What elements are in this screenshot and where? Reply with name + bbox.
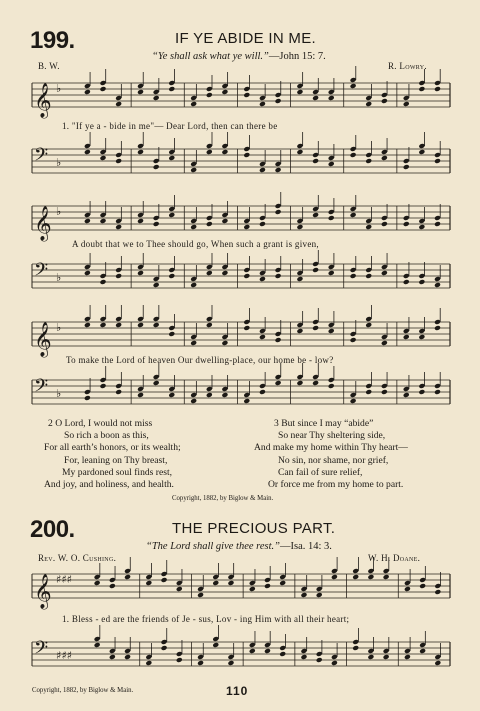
author-credit-200: Rev. W. O. Cushing. (38, 553, 117, 563)
flat-icon: ♭ (56, 82, 62, 95)
note-head (316, 592, 323, 598)
lyric-line-3: To make the Lord of heaven Our dwelling-place, our home be - low? (66, 355, 334, 365)
note-head (312, 380, 319, 386)
note-head (367, 654, 374, 660)
lyric-line-2: A doubt that we to Thee should go, When such a grant is given, (72, 239, 319, 249)
note-head (221, 340, 228, 346)
verse-line: My pardoned soul finds rest, (62, 466, 173, 478)
note-head (206, 270, 213, 276)
note-head (161, 577, 168, 583)
note-head (418, 86, 425, 92)
note-head (403, 101, 410, 107)
note-head (328, 270, 335, 276)
note-head (221, 270, 228, 276)
composer-credit-200: W. H. Doane. (368, 553, 421, 563)
note-head (381, 98, 388, 104)
note-head (365, 158, 372, 164)
note-head (243, 224, 250, 230)
note-head (434, 325, 441, 331)
note-head (365, 101, 372, 107)
note-head (434, 282, 441, 288)
note-head (100, 86, 107, 92)
note-head (109, 583, 116, 589)
note-head (403, 164, 410, 170)
note-head (264, 583, 271, 589)
note-head (168, 155, 175, 161)
note-head (137, 270, 144, 276)
note-head (137, 322, 144, 328)
note-head (100, 322, 107, 328)
note-head (145, 660, 152, 666)
verse-3 (254, 418, 408, 491)
note-head (404, 586, 411, 592)
note-head (153, 164, 160, 170)
sharp-icon: ♯♯♯ (56, 649, 72, 662)
note-head (383, 574, 390, 580)
composer-credit-199: R. Lowry. (388, 61, 427, 71)
note-head (190, 167, 197, 173)
note-head (301, 654, 308, 660)
note-head (243, 152, 250, 158)
note-head (153, 380, 160, 386)
note-head (84, 149, 91, 155)
note-head (94, 580, 101, 586)
verse-line: For all earth’s honors, or its wealth; (44, 442, 181, 454)
note-head (137, 89, 144, 95)
note-head (403, 334, 410, 340)
note-head (212, 580, 219, 586)
note-head (84, 270, 91, 276)
flat-icon: ♭ (56, 271, 62, 284)
note-head (264, 648, 271, 654)
note-head (297, 224, 304, 230)
note-head (275, 98, 282, 104)
note-head (275, 337, 282, 343)
note-head (145, 580, 152, 586)
note-head (404, 654, 411, 660)
note-head (109, 654, 116, 660)
note-head (352, 574, 359, 580)
note-head (168, 331, 175, 337)
note-head (434, 660, 441, 666)
note-head (153, 322, 160, 328)
note-head (124, 654, 131, 660)
treble-staff-hymn-200 (0, 568, 480, 608)
note-head (206, 149, 213, 155)
note-head (259, 389, 266, 395)
note-head (275, 273, 282, 279)
note-head (418, 149, 425, 155)
note-head (350, 273, 357, 279)
note-head (418, 279, 425, 285)
note-head (279, 580, 286, 586)
note-head (403, 279, 410, 285)
note-head (221, 218, 228, 224)
sharp-icon: ♯♯♯ (56, 573, 72, 586)
note-head (297, 328, 304, 334)
bass-staff-system-3 (0, 374, 480, 414)
note-head (197, 592, 204, 598)
note-head (100, 155, 107, 161)
note-head (381, 221, 388, 227)
note-head (328, 383, 335, 389)
note-head (418, 334, 425, 340)
lyric-line-hymn-200: 1. Bless - ed are the friends of Je - sus, Lov - ing Him with all their heart; (62, 614, 350, 624)
note-head (153, 282, 160, 288)
note-head (84, 395, 91, 401)
note-head (259, 276, 266, 282)
verse-line: And make my home within Thy heart— (254, 442, 408, 454)
bass-clef-icon: 𝄢 (34, 260, 49, 285)
hymn-number-199: 199. (30, 27, 75, 54)
note-head (249, 648, 256, 654)
note-head (137, 392, 144, 398)
bass-clef-icon: 𝄢 (34, 376, 49, 401)
note-head (331, 660, 338, 666)
note-head (221, 149, 228, 155)
note-head (434, 158, 441, 164)
verse-line: So rich a boon as this, (64, 430, 149, 442)
note-head (190, 340, 197, 346)
note-head (153, 95, 160, 101)
note-head (279, 651, 286, 657)
note-head (228, 580, 235, 586)
verse-line: And joy, and holiness, and health. (44, 479, 174, 491)
note-head (212, 642, 219, 648)
note-head (115, 322, 122, 328)
note-head (365, 389, 372, 395)
treble-clef-icon: 𝄞 (34, 574, 52, 609)
treble-clef-icon: 𝄞 (34, 206, 52, 241)
flat-icon: ♭ (56, 156, 62, 169)
note-head (168, 392, 175, 398)
note-head (381, 270, 388, 276)
note-head (418, 224, 425, 230)
note-head (328, 328, 335, 334)
bass-clef-icon: 𝄢 (34, 638, 49, 663)
note-head (84, 218, 91, 224)
note-head (168, 273, 175, 279)
note-head (367, 574, 374, 580)
note-head (301, 592, 308, 598)
note-head (275, 209, 282, 215)
note-head (350, 83, 357, 89)
verse-line: For, leaning on Thy breast, (64, 454, 168, 466)
note-head (137, 218, 144, 224)
note-head (100, 218, 107, 224)
note-head (434, 221, 441, 227)
treble-staff-system-3 (0, 316, 480, 356)
note-head (331, 574, 338, 580)
note-head (434, 86, 441, 92)
note-head (84, 322, 91, 328)
note-head (275, 167, 282, 173)
bass-clef-icon: 𝄢 (34, 145, 49, 170)
note-head (190, 224, 197, 230)
note-head (228, 660, 235, 666)
verse-2 (44, 418, 181, 491)
page-number: 110 (226, 684, 249, 698)
note-head (312, 95, 319, 101)
note-head (197, 660, 204, 666)
note-head (365, 322, 372, 328)
note-head (100, 279, 107, 285)
note-head (94, 642, 101, 648)
flat-icon: ♭ (56, 205, 62, 218)
bass-staff-hymn-200 (0, 636, 480, 676)
note-head (84, 89, 91, 95)
note-head (259, 101, 266, 107)
note-head (297, 149, 304, 155)
note-head (434, 589, 441, 595)
note-head (381, 389, 388, 395)
verse-line: So near Thy sheltering side, (278, 430, 386, 442)
footer-copyright: Copyright, 1882, by Biglow & Main. (32, 687, 134, 694)
note-head (316, 657, 323, 663)
note-head (206, 92, 213, 98)
note-head (312, 267, 319, 273)
note-head (419, 648, 426, 654)
note-head (243, 273, 250, 279)
note-head (115, 101, 122, 107)
note-head (161, 645, 168, 651)
note-head (137, 149, 144, 155)
note-head (350, 337, 357, 343)
copyright-199: Copyright, 1882, by Biglow & Main. (172, 495, 274, 502)
note-head (124, 574, 131, 580)
treble-clef-icon: 𝄞 (34, 322, 52, 357)
note-head (381, 155, 388, 161)
note-head (259, 221, 266, 227)
note-head (350, 212, 357, 218)
verse-line: 2 O Lord, I would not miss (48, 418, 153, 429)
note-head (259, 167, 266, 173)
note-head (312, 212, 319, 218)
note-head (153, 221, 160, 227)
verse-line: No sin, nor shame, nor grief, (278, 454, 389, 466)
note-head (434, 389, 441, 395)
note-head (115, 158, 122, 164)
note-head (328, 95, 335, 101)
verse-line: Or force me from my home to part. (268, 479, 404, 491)
flat-icon: ♭ (56, 387, 62, 400)
note-head (312, 325, 319, 331)
note-head (176, 586, 183, 592)
note-head (221, 89, 228, 95)
note-head (328, 215, 335, 221)
note-head (168, 212, 175, 218)
note-head (259, 334, 266, 340)
note-head (190, 398, 197, 404)
note-head (365, 273, 372, 279)
scripture-citation: —Isa. 14: 3. (279, 541, 332, 552)
note-head (243, 92, 250, 98)
note-head (297, 276, 304, 282)
flat-icon: ♭ (56, 321, 62, 334)
note-head (297, 89, 304, 95)
note-head (206, 392, 213, 398)
note-head (206, 322, 213, 328)
note-head (243, 325, 250, 331)
author-credit-199: B. W. (38, 61, 60, 71)
note-head (352, 645, 359, 651)
note-head (328, 161, 335, 167)
note-head (115, 273, 122, 279)
bass-staff-system-1 (0, 143, 480, 183)
treble-staff-system-1 (0, 77, 480, 117)
note-head (383, 654, 390, 660)
bass-staff-system-2 (0, 258, 480, 298)
note-head (115, 389, 122, 395)
note-head (350, 152, 357, 158)
note-head (403, 392, 410, 398)
scripture-citation: —John 15: 7. (268, 51, 326, 62)
note-head (312, 158, 319, 164)
note-head (100, 383, 107, 389)
hymn-title-199: IF YE ABIDE IN ME. (175, 30, 316, 47)
scripture-quote: “Ye shall ask what ye will.” (152, 51, 269, 62)
treble-staff-system-2 (0, 200, 480, 240)
note-head (381, 340, 388, 346)
note-head (365, 224, 372, 230)
note-head (115, 224, 122, 230)
verse-line: 3 But since I may “abide” (274, 418, 374, 429)
note-head (275, 380, 282, 386)
lyric-line-1: 1. "If ye a - bide in me"— Dear Lord, then can there be (62, 121, 278, 131)
note-head (418, 389, 425, 395)
hymn-title-200: THE PRECIOUS PART. (172, 520, 336, 537)
note-head (168, 86, 175, 92)
verse-line: Can fail of sure relief, (278, 466, 363, 478)
scripture-reference-199 (152, 51, 326, 62)
note-head (249, 586, 256, 592)
treble-clef-icon: 𝄞 (34, 83, 52, 118)
scripture-quote: “The Lord shall give thee rest.” (146, 541, 280, 552)
note-head (419, 583, 426, 589)
note-head (176, 657, 183, 663)
note-head (403, 221, 410, 227)
note-head (221, 392, 228, 398)
scripture-reference-200 (146, 541, 332, 552)
note-head (206, 221, 213, 227)
note-head (243, 398, 250, 404)
note-head (350, 398, 357, 404)
note-head (297, 380, 304, 386)
hymn-number-200: 200. (30, 516, 75, 543)
note-head (190, 282, 197, 288)
note-head (190, 101, 197, 107)
